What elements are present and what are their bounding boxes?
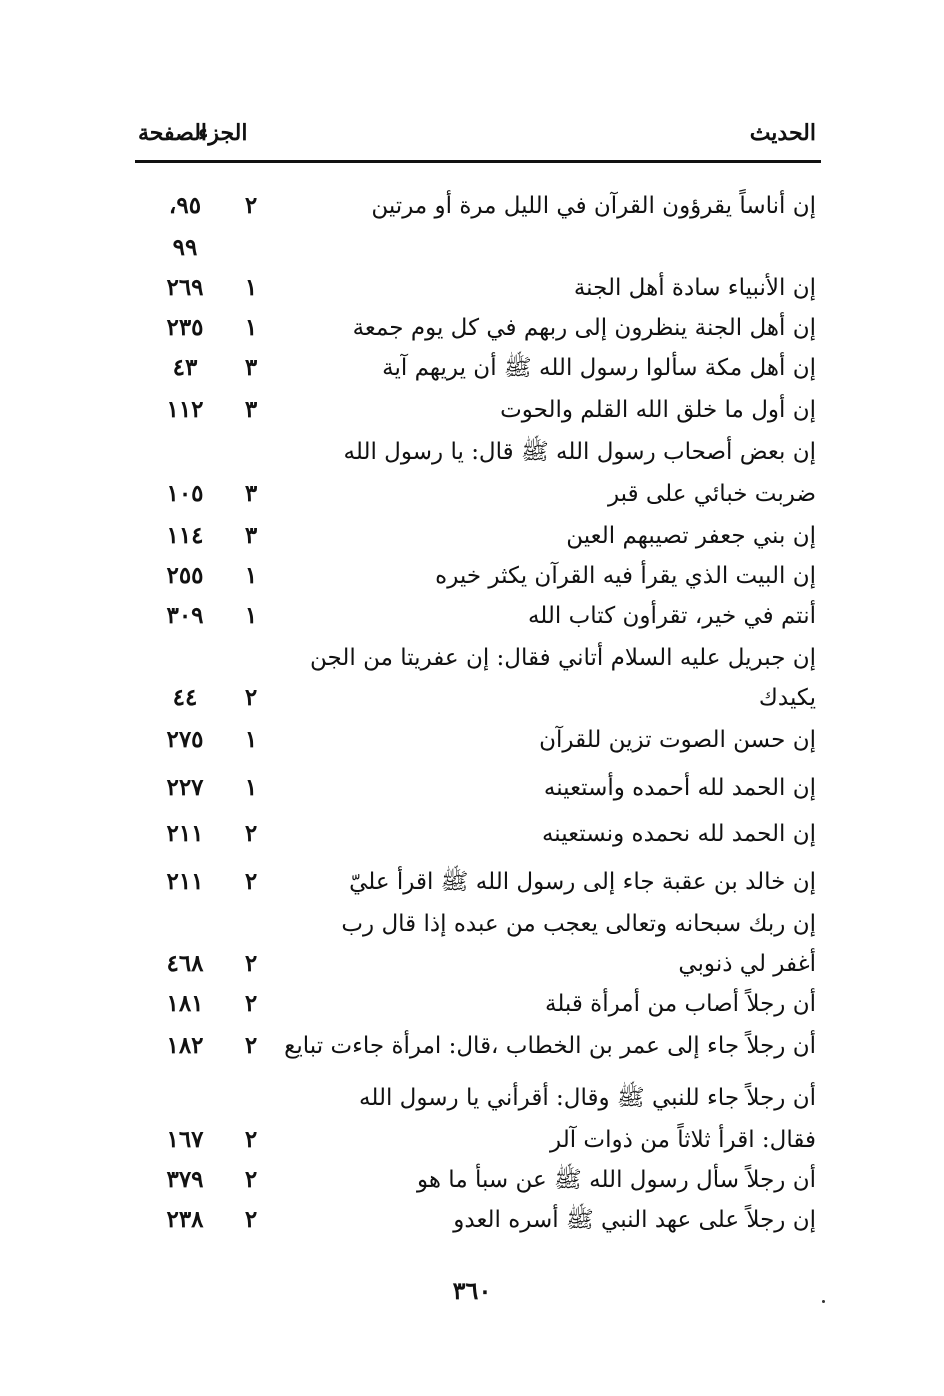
hadith-text: إن أهل الجنة ينظرون إلى ربهم في كل يوم جمعة [352, 315, 816, 341]
volume-number: ٣ [244, 480, 258, 507]
page-reference: ٢٣٨ [166, 1206, 204, 1233]
table-row [0, 862, 944, 902]
page-reference: ١٨٢ [166, 1032, 204, 1059]
volume-number: ٢ [244, 684, 258, 711]
hadith-text: أنتم في خير، تقرأون كتاب الله [527, 603, 816, 629]
table-row [0, 678, 944, 718]
volume-number: ٢ [244, 1206, 258, 1233]
hadith-text: أغفر لي ذنوبي [678, 951, 816, 977]
volume-number: ٢ [244, 820, 258, 847]
hadith-text: فقال: اقرأ ثلاثاً من ذوات آلر [550, 1127, 816, 1153]
table-row [0, 348, 944, 388]
hadith-text: أن رجلاً جاء للنبي ﷺ وقال: أقرأني يا رسول الله [359, 1085, 816, 1111]
volume-number: ٢ [244, 868, 258, 895]
hadith-text: إن ربك سبحانه وتعالى يعجب من عبده إذا قال رب [341, 911, 816, 937]
volume-number: ٣ [244, 396, 258, 423]
volume-number: ٢ [244, 192, 258, 219]
column-header-hadith: الحديث [749, 120, 816, 146]
hadith-text: إن خالد بن عقبة جاء إلى رسول الله ﷺ اقرأ عليّ [349, 869, 816, 895]
page-reference: ٩٥، [168, 192, 202, 219]
hadith-text: أن رجلاً جاء إلى عمر بن الخطاب ،قال: امرأة جاءت تبايع [284, 1033, 816, 1059]
hadith-text: إن أهل مكة سألوا رسول الله ﷺ أن يريهم آية [382, 355, 816, 381]
table-row [0, 268, 944, 308]
volume-number: ١ [244, 774, 258, 801]
header-divider [135, 160, 821, 163]
table-row [0, 596, 944, 636]
page-reference: ١٦٧ [166, 1126, 204, 1153]
table-row [0, 1200, 944, 1240]
table-row [0, 432, 944, 472]
column-header-page: الصفحة [138, 120, 208, 146]
volume-number: ٢ [244, 1032, 258, 1059]
hadith-text: ضربت خبائي على قبر [607, 481, 816, 507]
volume-number: ٢ [244, 950, 258, 977]
table-row [0, 984, 944, 1024]
table-row [0, 720, 944, 760]
volume-number: ٢ [244, 990, 258, 1017]
page-reference: ١١٤ [166, 522, 204, 549]
page-reference: ٢١١ [166, 868, 204, 895]
hadith-text: إن رجلاً على عهد النبي ﷺ أسره العدو [453, 1207, 816, 1233]
table-row [0, 1160, 944, 1200]
table-row [0, 768, 944, 808]
page-reference: ٢٣٥ [166, 314, 204, 341]
page-reference: ٢٦٩ [166, 274, 204, 301]
page-reference: ٤٦٨ [166, 950, 204, 977]
table-row [0, 516, 944, 556]
hadith-text: إن أناساً يقرؤون القرآن في الليل مرة أو مرتين [371, 193, 816, 219]
hadith-text: إن الحمد لله نحمده ونستعينه [541, 821, 816, 847]
hadith-text: أن رجلاً أصاب من أمرأة قبلة [544, 991, 816, 1017]
hadith-text: إن بني جعفر تصيبهم العين [566, 523, 816, 549]
hadith-text: أن رجلاً سأل رسول الله ﷺ عن سبأ ما هو [416, 1167, 816, 1193]
page-reference: ٢٢٧ [166, 774, 204, 801]
page-reference: ٢٥٥ [166, 562, 204, 589]
hadith-text: إن البيت الذي يقرأ فيه القرآن يكثر خيره [435, 563, 816, 589]
table-row [0, 228, 944, 268]
table-row [0, 1120, 944, 1160]
volume-number: ١ [244, 726, 258, 753]
volume-number: ٢ [244, 1126, 258, 1153]
table-row [0, 308, 944, 348]
page-number: ٣٦٠ [452, 1276, 492, 1305]
table-row [0, 474, 944, 514]
speck [822, 1300, 825, 1303]
page-reference: ٢١١ [166, 820, 204, 847]
page-reference: ٩٩ [172, 234, 198, 261]
table-row [0, 638, 944, 678]
hadith-text: إن الحمد لله أحمده وأستعينه [543, 775, 816, 801]
volume-number: ١ [244, 562, 258, 589]
page-reference: ١٠٥ [166, 480, 204, 507]
hadith-text: إن جبريل عليه السلام أتاني فقال: إن عفريتا من الجن [310, 645, 816, 671]
volume-number: ١ [244, 274, 258, 301]
table-row [0, 904, 944, 944]
table-row [0, 186, 944, 226]
volume-number: ١ [244, 602, 258, 629]
page-reference: ٣٠٩ [166, 602, 204, 629]
hadith-text: إن أول ما خلق الله القلم والحوت [500, 397, 816, 423]
hadith-text: إن الأنبياء سادة أهل الجنة [573, 275, 816, 301]
page-reference: ٤٣ [172, 354, 198, 381]
table-row [0, 944, 944, 984]
table-row [0, 1026, 944, 1066]
table-row [0, 1078, 944, 1118]
volume-number: ٣ [244, 522, 258, 549]
table-row [0, 390, 944, 430]
table-row [0, 556, 944, 596]
hadith-text: يكيدك [758, 685, 816, 711]
volume-number: ٢ [244, 1166, 258, 1193]
table-row [0, 814, 944, 854]
page-reference: ٣٧٩ [166, 1166, 204, 1193]
page-reference: ١٨١ [166, 990, 204, 1017]
page-reference: ١١٢ [166, 396, 204, 423]
hadith-text: إن حسن الصوت تزين للقرآن [539, 727, 816, 753]
volume-number: ١ [244, 314, 258, 341]
page-reference: ٤٤ [172, 684, 198, 711]
hadith-text: إن بعض أصحاب رسول الله ﷺ قال: يا رسول الله [343, 439, 816, 465]
page-reference: ٢٧٥ [166, 726, 204, 753]
volume-number: ٣ [244, 354, 258, 381]
column-header-volume: الجزء [198, 120, 248, 146]
